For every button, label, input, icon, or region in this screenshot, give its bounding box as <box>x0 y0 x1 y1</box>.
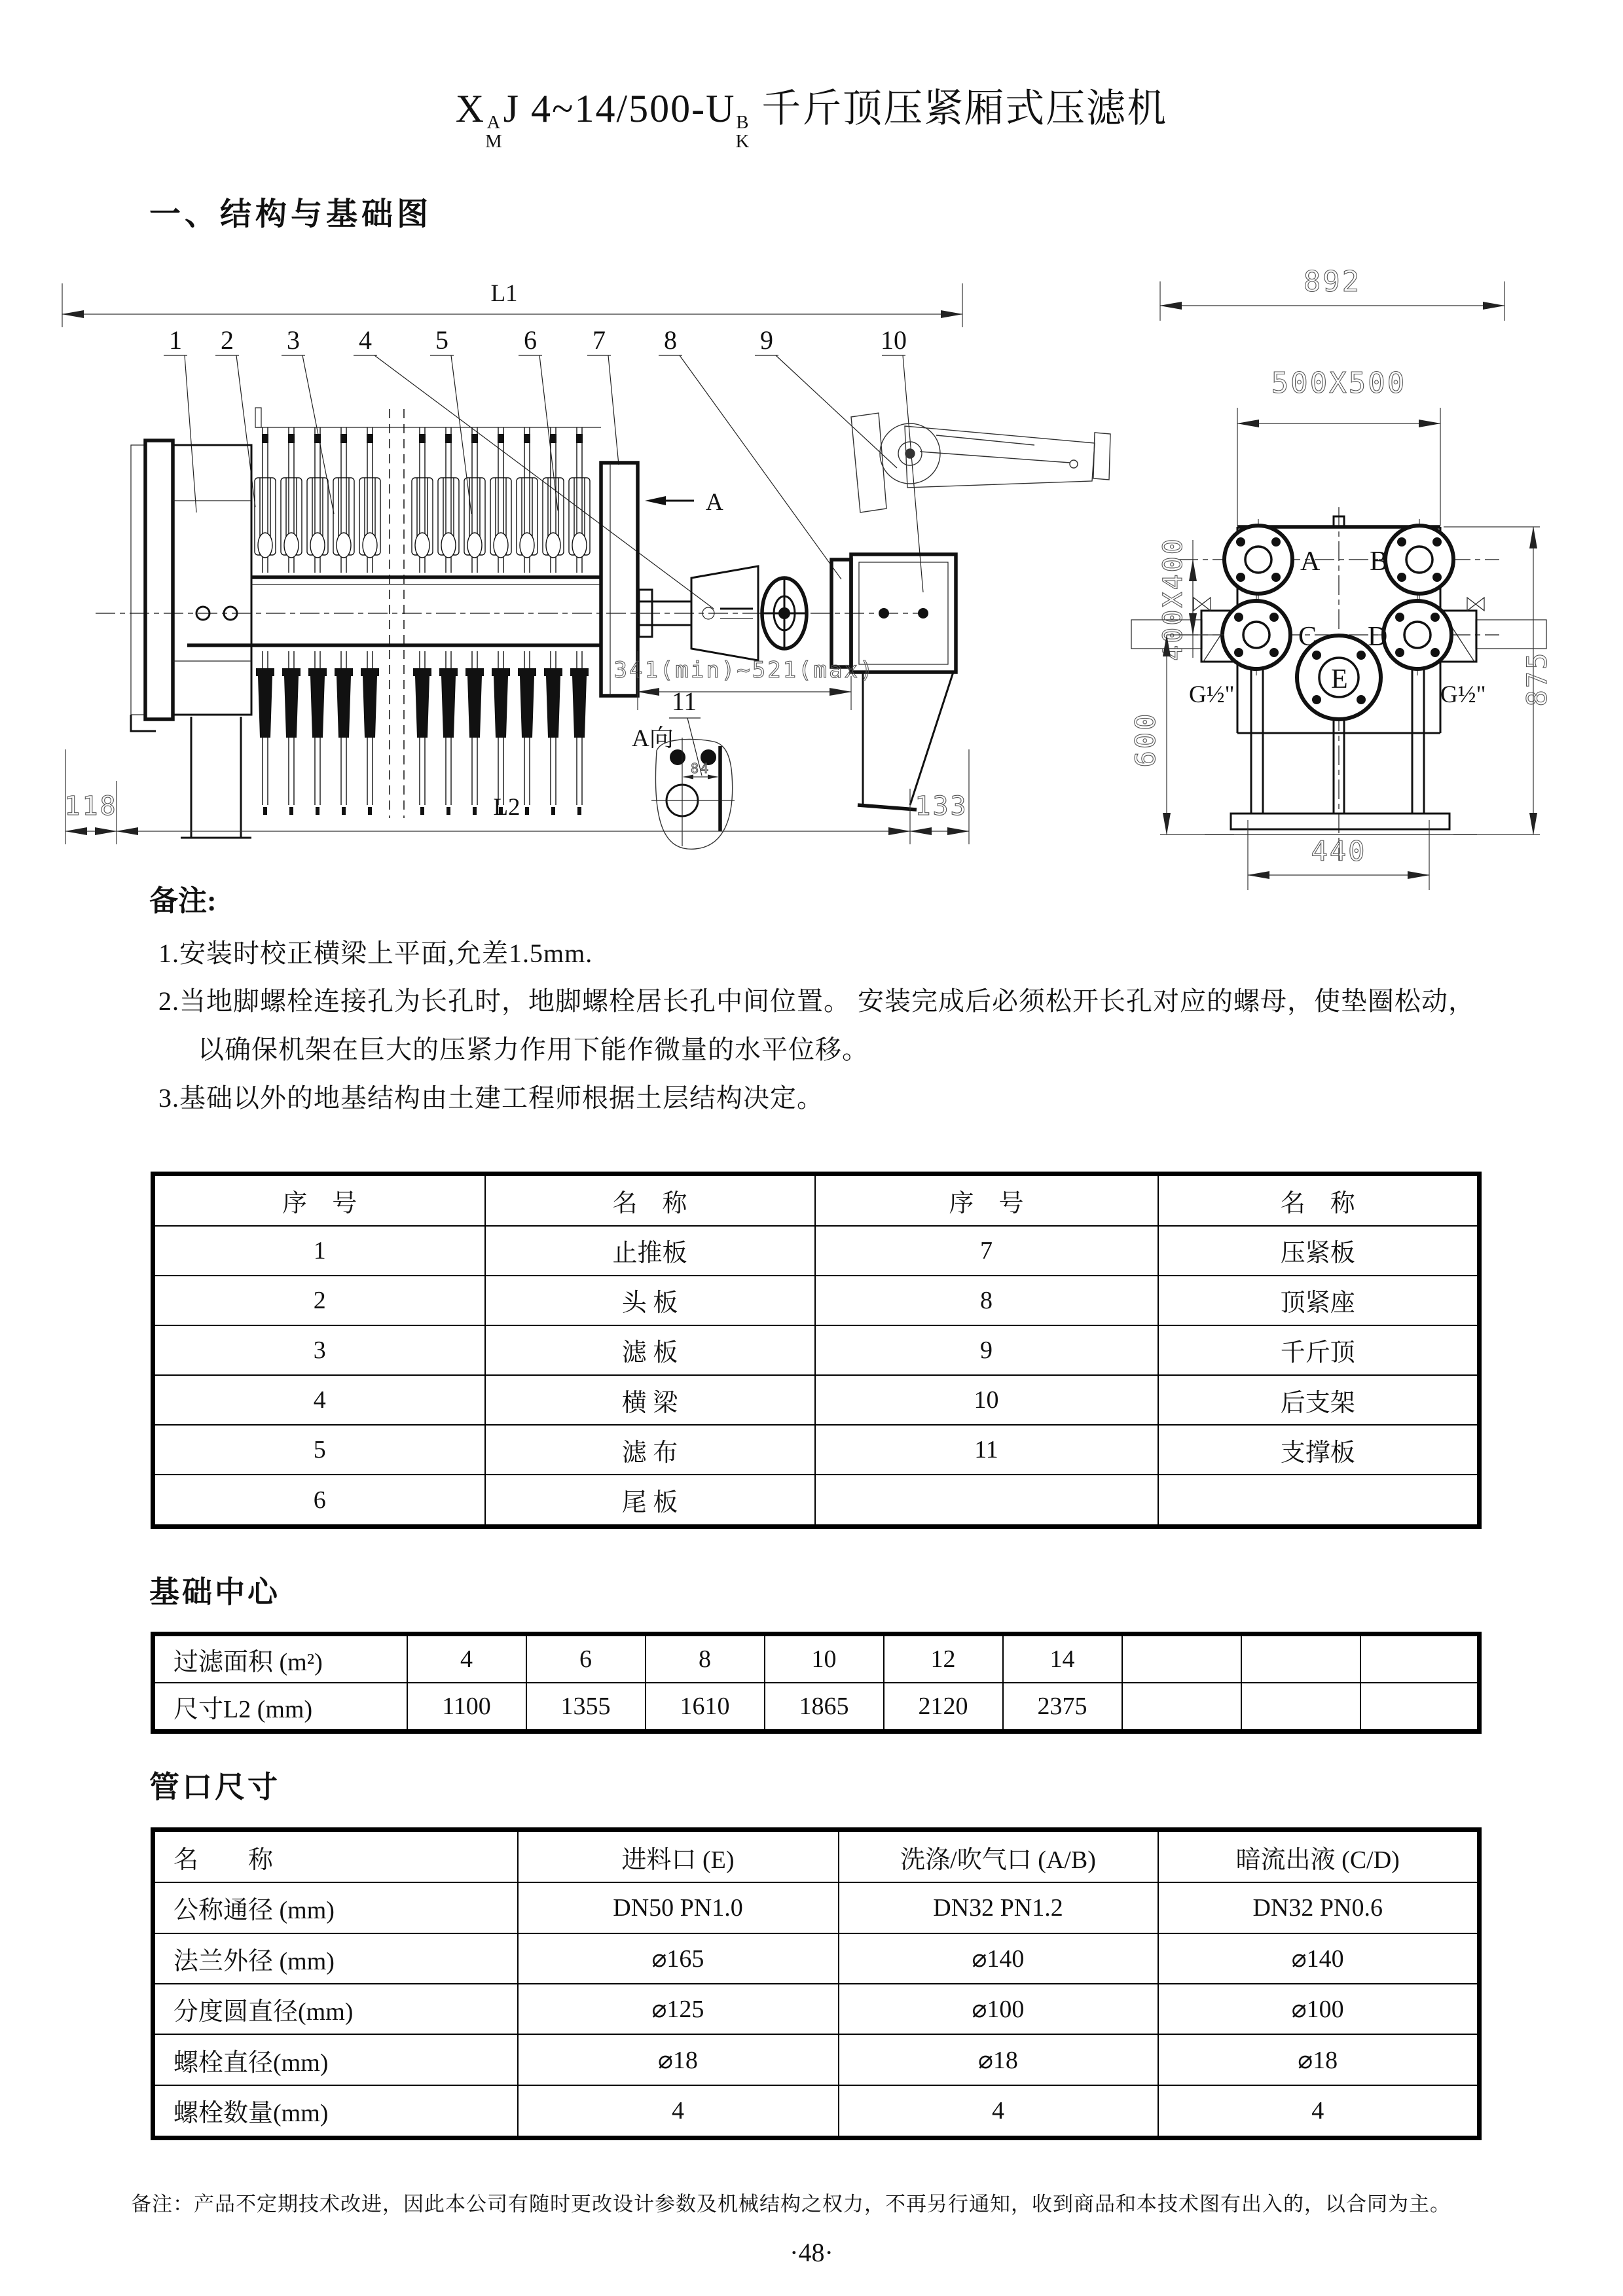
table-row <box>153 2085 1480 2138</box>
model-sup1: A <box>486 112 502 134</box>
cell: 3 <box>153 1325 485 1375</box>
dim-label-600: 600 <box>1129 711 1161 768</box>
side-view-drawing <box>62 280 1110 849</box>
row-header: 螺栓数量(mm) <box>153 2085 518 2138</box>
cell: 尾 板 <box>485 1475 815 1526</box>
cell: 4 <box>1158 2085 1480 2138</box>
cell <box>1360 1634 1480 1683</box>
plate-handle <box>492 651 510 815</box>
filter-plate <box>464 427 485 573</box>
plate-handle <box>282 651 301 815</box>
table-row <box>153 1325 1480 1375</box>
cell: 8 <box>646 1634 765 1683</box>
cell: 头 板 <box>485 1276 815 1325</box>
cell: 12 <box>884 1634 1003 1683</box>
plate-handle <box>439 651 458 815</box>
table-row <box>153 1683 1480 1732</box>
cell: 滤 板 <box>485 1325 815 1375</box>
cell: 1355 <box>526 1683 646 1732</box>
bottom-dimensions <box>64 749 969 844</box>
filter-plate <box>490 427 511 573</box>
title-text: 千斤顶压紧厢式压滤机 <box>761 87 1168 130</box>
table-row <box>153 1933 1480 1984</box>
model-sub1: M <box>485 131 503 152</box>
support-plate-detail <box>632 687 735 849</box>
table-row <box>153 1882 1480 1933</box>
dim-label-400: 400X400 <box>1158 537 1188 661</box>
filter-plate <box>412 427 433 573</box>
cell: 7 <box>815 1226 1158 1276</box>
cell: ⌀140 <box>1158 1933 1480 1984</box>
dim-label-118: 118 <box>64 791 118 821</box>
vent-valve-icon <box>1194 598 1211 611</box>
plate-handle <box>465 651 484 815</box>
cell: DN50 PN1.0 <box>518 1882 839 1933</box>
cell: DN32 PN1.2 <box>839 1882 1158 1933</box>
cell: 4 <box>153 1375 485 1425</box>
model-code-stack1 <box>485 113 503 152</box>
cell: 1610 <box>646 1683 765 1732</box>
pipes-heading: 管口尺寸 <box>149 1770 280 1804</box>
dim-label-892: 892 <box>1303 265 1362 298</box>
model-code-stack2 <box>735 113 750 152</box>
table-row <box>153 1375 1480 1425</box>
section-view-a <box>645 489 723 516</box>
cell: 1865 <box>765 1683 884 1732</box>
engineering-drawings <box>39 252 1591 900</box>
cell: 14 <box>1003 1634 1122 1683</box>
callout-3: 3 <box>287 325 300 355</box>
view-a-dir-label: A向 <box>632 725 674 752</box>
cell: 滤 布 <box>485 1425 815 1475</box>
filter-plate <box>255 427 276 573</box>
cell: 5 <box>153 1425 485 1475</box>
plate-handle <box>413 651 431 815</box>
dim-label-84: 84 <box>690 761 711 776</box>
port-label-c: C <box>1298 622 1317 652</box>
row-header: 过滤面积 (m²) <box>153 1634 407 1683</box>
dim-label-133: 133 <box>915 791 968 821</box>
model-sup2: B <box>736 112 750 134</box>
vent-valve-icon <box>1467 598 1484 611</box>
parts-table <box>151 1172 1482 1529</box>
foundation-plan-drawing <box>1129 265 1553 890</box>
dim-label-l2: L2 <box>493 794 520 821</box>
cell: 8 <box>815 1276 1158 1325</box>
footer-note: 备注：产品不定期技术改进，因此本公司有随时更改设计参数及机械结构之权力，不再另行通知，收到商品和本技术图有出入的，以合同为主。 <box>131 2193 1451 2215</box>
port-flange-b <box>1379 519 1460 600</box>
cell: 千斤顶 <box>1158 1325 1480 1375</box>
port-label-b: B <box>1370 547 1389 577</box>
row-header: 螺栓直径(mm) <box>153 2034 518 2085</box>
callout-4: 4 <box>359 325 372 355</box>
table-row <box>153 1425 1480 1475</box>
plate-handle <box>518 651 536 815</box>
callout-11: 11 <box>671 687 697 716</box>
dim-label-875: 875 <box>1521 651 1553 707</box>
cell: ⌀125 <box>518 1984 839 2034</box>
cell: ⌀100 <box>839 1984 1158 2034</box>
cell: 2 <box>153 1276 485 1325</box>
plate-handle <box>256 651 274 815</box>
table-row <box>153 1226 1480 1276</box>
model-sub2: K <box>735 131 751 152</box>
row-header: 分度圆直径(mm) <box>153 1984 518 2034</box>
cell: ⌀100 <box>1158 1984 1480 2034</box>
cell <box>1122 1634 1241 1683</box>
col-header: 名 称 <box>153 1830 518 1883</box>
model-code-mid: J 4~14/500-U <box>503 87 736 130</box>
callout-leaders <box>164 355 923 609</box>
dim-label-stroke: 341(min)~521(max) <box>613 657 875 683</box>
jack-mechanism <box>851 413 1110 512</box>
cell: 4 <box>518 2085 839 2138</box>
cell: 横 梁 <box>485 1375 815 1425</box>
model-code-x: X <box>455 87 486 130</box>
row-header: 尺寸L2 (mm) <box>153 1683 407 1732</box>
cell: 10 <box>765 1634 884 1683</box>
port-flange-d <box>1377 594 1458 675</box>
cell <box>1158 1475 1480 1526</box>
filter-plate <box>438 427 459 573</box>
filter-plate <box>307 427 328 573</box>
view-a-label: A <box>706 489 723 516</box>
cell: 顶紧座 <box>1158 1276 1480 1325</box>
cell <box>1360 1683 1480 1732</box>
callout-6: 6 <box>524 325 537 355</box>
col-header: 名 称 <box>485 1174 815 1226</box>
table-header-row <box>153 1830 1480 1883</box>
filter-plate <box>543 427 564 573</box>
col-header: 洗涤/吹气口 (A/B) <box>839 1830 1158 1883</box>
plate-handle <box>361 651 379 815</box>
callout-5: 5 <box>435 325 448 355</box>
callout-7: 7 <box>593 325 606 355</box>
g-thread-label-left: G½" <box>1189 681 1235 708</box>
table-row <box>153 1634 1480 1683</box>
port-label-e: E <box>1331 664 1348 694</box>
cell: ⌀165 <box>518 1933 839 1984</box>
plate-handle <box>570 651 589 815</box>
foundation-heading: 基础中心 <box>149 1575 280 1609</box>
cell: 6 <box>526 1634 646 1683</box>
col-header: 序 号 <box>153 1174 485 1226</box>
col-header: 进料口 (E) <box>518 1830 839 1883</box>
g-thread-label-right: G½" <box>1440 681 1486 708</box>
cell: 10 <box>815 1375 1158 1425</box>
cell: 9 <box>815 1325 1158 1375</box>
table-header-row <box>153 1174 1480 1226</box>
callout-2: 2 <box>221 325 234 355</box>
col-header: 名 称 <box>1158 1174 1480 1226</box>
note-2-line2: 以确保机架在巨大的压紧力作用下能作微量的水平位移。 <box>198 1035 869 1064</box>
plate-handle <box>544 651 562 815</box>
table-row <box>153 1276 1480 1325</box>
cell: ⌀18 <box>518 2034 839 2085</box>
port-flange-a <box>1218 519 1299 600</box>
row-header: 公称通径 (mm) <box>153 1882 518 1933</box>
closing-mechanism <box>601 463 956 810</box>
dim-label-440: 440 <box>1311 835 1367 867</box>
cell <box>1241 1683 1360 1732</box>
cell <box>1122 1683 1241 1732</box>
section-heading-structure: 一、结构与基础图 <box>149 197 433 232</box>
port-label-a: A <box>1300 547 1321 577</box>
col-header: 暗流出液 (C/D) <box>1158 1830 1480 1883</box>
cell: 4 <box>407 1634 526 1683</box>
table-row <box>153 1475 1480 1526</box>
plate-handle <box>308 651 327 815</box>
cell: 6 <box>153 1475 485 1526</box>
cell: ⌀140 <box>839 1933 1158 1984</box>
cell: ⌀18 <box>1158 2034 1480 2085</box>
callout-8: 8 <box>664 325 677 355</box>
dim-label-500: 500X500 <box>1271 367 1407 400</box>
table-row <box>153 2034 1480 2085</box>
cell <box>1241 1634 1360 1683</box>
note-3: 3.基础以外的地基结构由土建工程师根据土层结构决定。 <box>158 1083 824 1113</box>
stroke-dimension <box>614 651 875 710</box>
thrust-plate-assembly <box>131 408 261 838</box>
callout-1: 1 <box>169 325 182 355</box>
plate-handle <box>335 651 353 815</box>
note-2-line1: 2.当地脚螺栓连接孔为长孔时，地脚螺栓居长孔中间位置。 安装完成后必须松开长孔对应的螺母，使垫圈松动， <box>158 986 1475 1016</box>
notes-heading: 备注: <box>149 885 217 917</box>
cell: 支撑板 <box>1158 1425 1480 1475</box>
callout-10: 10 <box>881 325 907 355</box>
dim-label-l1: L1 <box>490 280 518 307</box>
cell: 后支架 <box>1158 1375 1480 1425</box>
cell: 2120 <box>884 1683 1003 1732</box>
cell: 11 <box>815 1425 1158 1475</box>
cell: 4 <box>839 2085 1158 2138</box>
foundation-table <box>151 1632 1482 1734</box>
port-flange-c <box>1216 594 1297 675</box>
table-row <box>153 1984 1480 2034</box>
pipe-table <box>151 1827 1482 2140</box>
cell: 止推板 <box>485 1226 815 1276</box>
cell <box>815 1475 1158 1526</box>
cell: 1 <box>153 1226 485 1276</box>
filter-plate <box>517 427 538 573</box>
filter-plate <box>333 427 354 573</box>
page-number: ·48· <box>790 2238 833 2267</box>
callout-numbers <box>164 325 923 609</box>
col-header: 序 号 <box>815 1174 1158 1226</box>
filter-plate <box>281 427 302 573</box>
filter-plate <box>359 427 380 573</box>
cell: DN32 PN0.6 <box>1158 1882 1480 1933</box>
note-1: 1.安装时校正横梁上平面,允差1.5mm. <box>158 939 593 968</box>
cell: 2375 <box>1003 1683 1122 1732</box>
cell: ⌀18 <box>839 2034 1158 2085</box>
filter-plate <box>569 427 590 573</box>
cell: 1100 <box>407 1683 526 1732</box>
page-title <box>0 77 1623 152</box>
port-label-d: D <box>1368 622 1388 652</box>
callout-9: 9 <box>760 325 773 355</box>
row-header: 法兰外径 (mm) <box>153 1933 518 1984</box>
main-beam <box>96 577 920 645</box>
cell: 压紧板 <box>1158 1226 1480 1276</box>
